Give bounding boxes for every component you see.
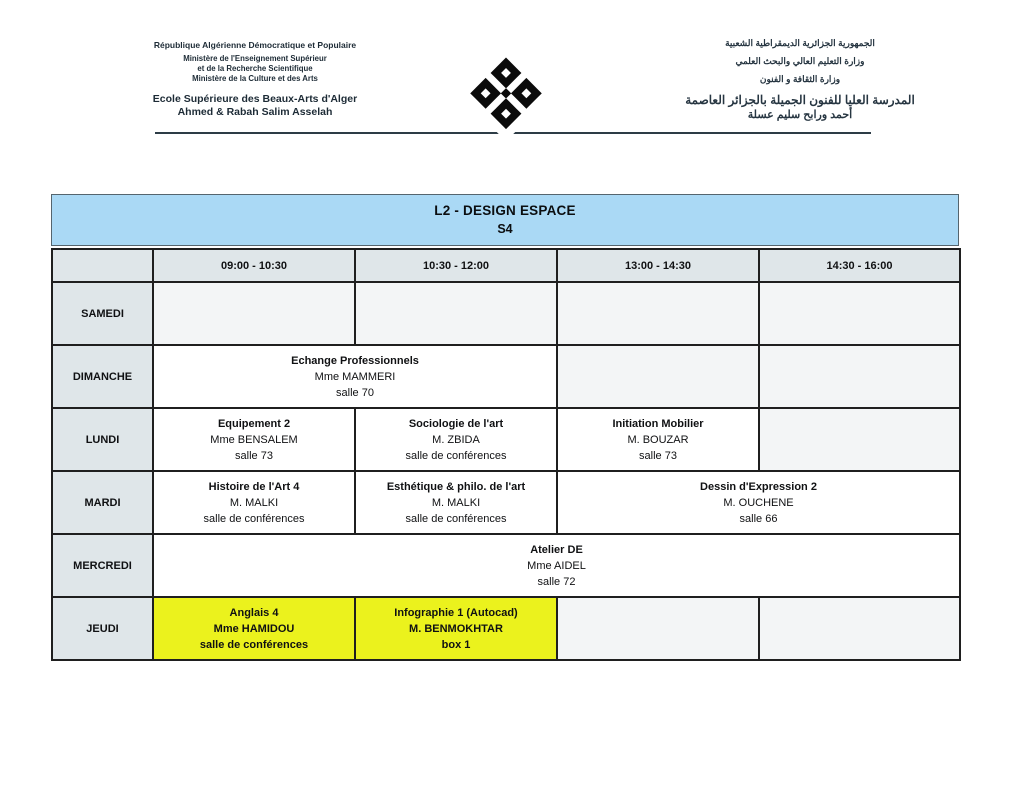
time-header-row: [52, 249, 960, 282]
course-room: salle 72: [537, 575, 576, 588]
day-label: DIMANCHE: [52, 345, 153, 408]
day-label: MARDI: [52, 471, 153, 534]
course-teacher: M. BENMOKHTAR: [409, 622, 503, 635]
course-cell: [557, 408, 759, 471]
arabic-header-block: [640, 34, 960, 122]
french-header-block: [130, 40, 380, 119]
ministry-line2-ar: وزارة الثقافة و الفنون: [759, 74, 841, 84]
course-cell: [153, 345, 557, 408]
course-room: salle de conférences: [405, 449, 507, 462]
course-cell: [557, 471, 960, 534]
course-room: salle de conférences: [405, 512, 507, 525]
timetable-title: L2 - DESIGN ESPACE: [434, 203, 576, 218]
empty-slot: [759, 282, 960, 345]
table-row: [52, 534, 960, 597]
republic-line-ar: الجمهورية الجزائرية الديمقراطية الشعبية: [725, 38, 875, 48]
course-title: Infographie 1 (Autocad): [394, 606, 518, 619]
course-room: salle de conférences: [203, 512, 305, 525]
course-teacher: Mme AIDEL: [527, 559, 586, 572]
course-title: Histoire de l'Art 4: [208, 480, 300, 493]
course-cell: [355, 408, 557, 471]
timetable: [51, 194, 959, 661]
table-row: [52, 597, 960, 660]
empty-slot: [557, 345, 759, 408]
course-room: salle 70: [336, 386, 374, 399]
course-room: box 1: [441, 638, 471, 651]
timetable-semester: S4: [497, 222, 513, 236]
time-slot-1: 09:00 - 10:30: [153, 249, 355, 282]
empty-slot: [759, 345, 960, 408]
republic-line-fr: République Algérienne Démocratique et Populaire: [153, 40, 357, 50]
school-name-fr: [130, 93, 380, 119]
course-title: Dessin d'Expression 2: [700, 480, 817, 493]
timetable-body: [52, 282, 960, 660]
course-cell: [153, 597, 355, 660]
course-cell: [153, 534, 960, 597]
school-name-fr-line2: Ahmed & Rabah Salim Asselah: [177, 106, 333, 118]
course-teacher: M. MALKI: [431, 496, 481, 509]
empty-slot: [759, 597, 960, 660]
course-room: salle de conférences: [199, 638, 309, 651]
course-title: Echange Professionnels: [291, 354, 419, 367]
ministry-line1-ar: وزارة التعليم العالي والبحث العلمي: [735, 56, 865, 66]
course-room: salle 66: [739, 512, 778, 525]
course-teacher: M. BOUZAR: [627, 433, 689, 446]
table-row: [52, 282, 960, 345]
empty-slot: [355, 282, 557, 345]
course-title: Esthétique & philo. de l'art: [386, 480, 526, 493]
empty-slot: [153, 282, 355, 345]
course-room: salle 73: [235, 449, 273, 462]
course-teacher: Mme BENSALEM: [210, 433, 298, 446]
timetable-title-bar: [51, 194, 959, 246]
table-row: [52, 471, 960, 534]
table-row: [52, 408, 960, 471]
course-title: Equipement 2: [217, 417, 291, 430]
course-cell: [355, 471, 557, 534]
school-name-ar-line1: المدرسة العليا للفنون الجميلة بالجزائر العاصمة: [685, 93, 915, 107]
empty-slot: [759, 408, 960, 471]
course-title: Sociologie de l'art: [408, 417, 504, 430]
course-teacher: M. ZBIDA: [432, 433, 480, 446]
ministry-line3-fr: Ministère de la Culture et des Arts: [192, 74, 318, 83]
letterhead: [0, 0, 1024, 160]
school-name-ar-line2: أحمد ورابح سليم عسلة: [747, 109, 853, 121]
timetable-grid: [51, 248, 961, 661]
empty-slot: [557, 282, 759, 345]
day-label: JEUDI: [52, 597, 153, 660]
corner-cell: [52, 249, 153, 282]
time-slot-4: 14:30 - 16:00: [759, 249, 960, 282]
course-teacher: M. MALKI: [229, 496, 279, 509]
ministry-line1-fr: Ministère de l'Enseignement Supérieur: [183, 54, 327, 63]
course-room: salle 73: [639, 449, 677, 462]
course-title: Initiation Mobilier: [612, 417, 704, 430]
day-label: MERCREDI: [52, 534, 153, 597]
course-title: Atelier DE: [530, 543, 583, 556]
day-label: SAMEDI: [52, 282, 153, 345]
ministry-line2-fr: et de la Recherche Scientifique: [197, 64, 313, 73]
course-teacher: M. OUCHENE: [723, 496, 794, 509]
time-slot-3: 13:00 - 14:30: [557, 249, 759, 282]
course-cell: [153, 408, 355, 471]
school-logo-icon: [461, 50, 551, 142]
time-slot-2: 10:30 - 12:00: [355, 249, 557, 282]
course-teacher: Mme MAMMERI: [314, 370, 396, 383]
course-title: Anglais 4: [229, 606, 279, 619]
empty-slot: [557, 597, 759, 660]
table-row: [52, 345, 960, 408]
course-cell: [153, 471, 355, 534]
course-teacher: Mme HAMIDOU: [213, 622, 295, 635]
school-name-fr-line1: Ecole Supérieure des Beaux-Arts d'Alger: [152, 93, 358, 105]
day-label: LUNDI: [52, 408, 153, 471]
course-cell: [355, 597, 557, 660]
